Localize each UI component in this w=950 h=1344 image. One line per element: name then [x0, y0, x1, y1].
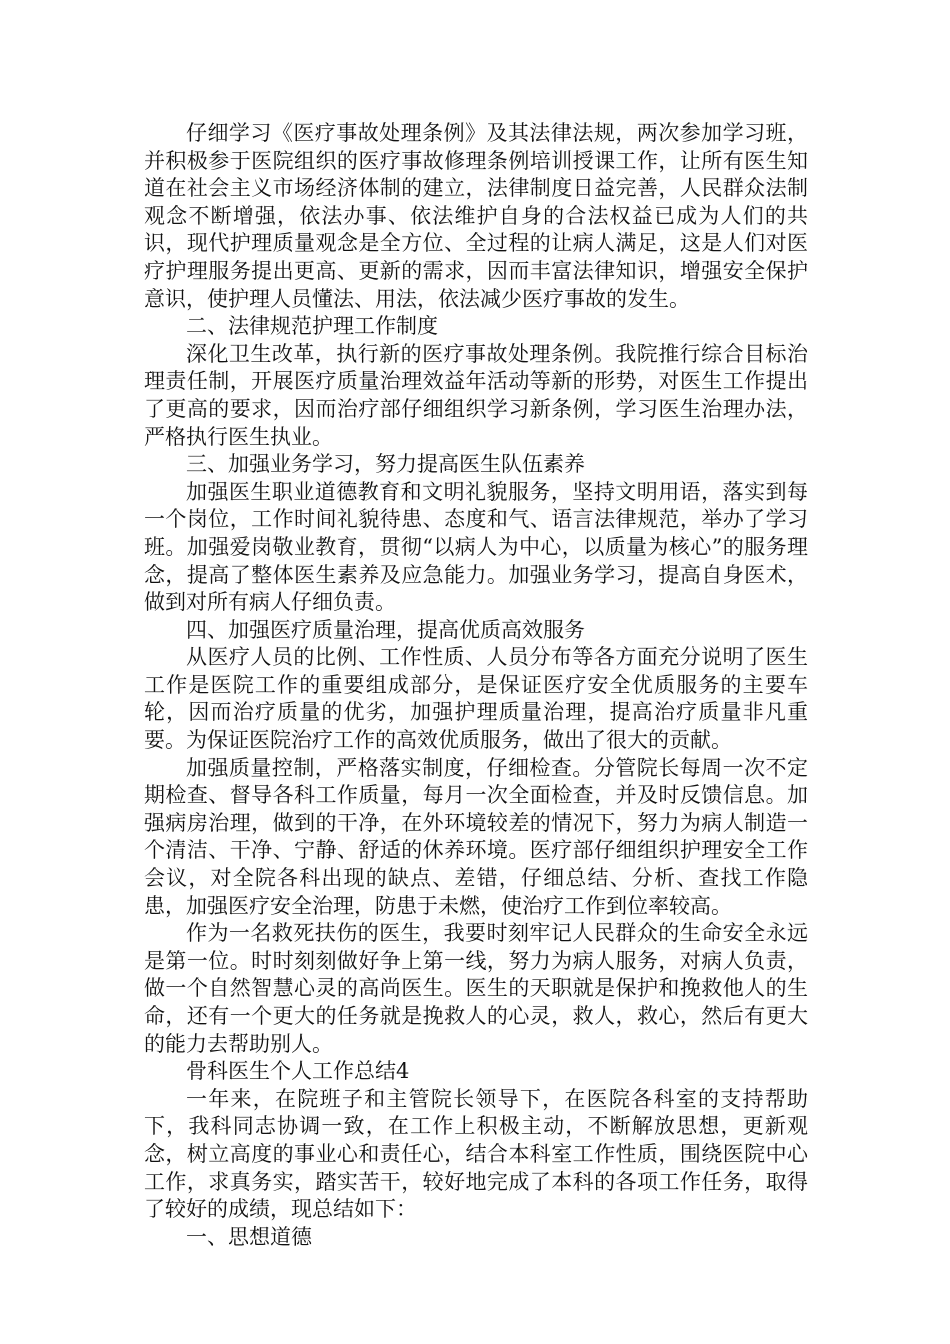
paragraph-body: 作为一名救死扶伤的医生，我要时刻牢记人民群众的生命安全永远是第一位。时时刻刻做好争上第一线，努力为病人服务，对病人负责，做一个自然智慧心灵的高尚医生。医生的天职就是保护和挽救他人的生命，还有一个更大的任务就是挽救人的心灵，救人，救心，然后有更大的能力去帮助别人。: [144, 921, 808, 1056]
paragraph-body: 仔细学习《医疗事故处理条例》及其法律法规，两次参加学习班，并积极参于医院组织的医疗事故修理条例培训授课工作，让所有医生知道在社会主义市场经济体制的建立，法律制度日益完善，人民群众法制观念不断增强，依法办事、依法维护自身的合法权益已成为人们的共识，现代护理质量观念是全方位、全过程的让病人满足，这是人们对医疗护理服务提出更高、更新的需求，因而丰富法律知识，增强安全保护意识，使护理人员懂法、用法，依法减少医疗事故的发生。: [144, 121, 808, 311]
paragraph-body: 加强质量控制，严格落实制度，仔细检查。分管院长每周一次不定期检查、督导各科工作质量，每月一次全面检查，并及时反馈信息。加强病房治理，做到的干净，在外环境较差的情况下，努力为病人制造一个清洁、干净、宁静、舒适的休养环境。医疗部仔细组织护理安全工作会议，对全院各科出现的缺点、差错，仔细总结、分析、查找工作隐患，加强医疗安全治理，防患于未燃，使治疗工作到位率较高。: [144, 755, 808, 918]
section-heading: 一、思想道德: [186, 1224, 312, 1249]
paragraph-body: 加强医生职业道德教育和文明礼貌服务，坚持文明用语，落实到每一个岗位，工作时间礼貌待患、态度和气、语言法律规范，举办了学习班。加强爱岗敬业教育，贯彻“以病人为中心，以质量为核心”的服务理念，提高了整体医生素养及应急能力。加强业务学习，提高自身医术，做到对所有病人仔细负责。: [144, 479, 808, 615]
section-heading: 三、加强业务学习，努力提高医生队伍素养: [186, 452, 585, 477]
section-heading: 二、法律规范护理工作制度: [186, 314, 438, 339]
paragraph-body: 从医疗人员的比例、工作性质、人员分布等各方面充分说明了医生工作是医院工作的重要组成部分，是保证医疗安全优质服务的主要车轮，因而治疗质量的优劣，加强护理质量治理，提高治疗质量非凡重要。为保证医院治疗工作的高效优质服务，做出了很大的贡献。: [144, 645, 808, 753]
document-subtitle: 骨科医生个人工作总结4: [186, 1059, 410, 1084]
section-heading: 四、加强医疗质量治理，提高优质高效服务: [186, 617, 585, 642]
paragraph-body: 一年来，在院班子和主管院长领导下，在医院各科室的支持帮助下，我科同志协调一致，在工作上积极主动，不断解放思想，更新观念，树立高度的事业心和责任心，结合本科室工作性质，围绕医院中心工作，求真务实，踏实苦干，较好地完成了本科的各项工作任务，取得了较好的成绩，现总结如下：: [144, 1086, 808, 1222]
document-page: [144, 120, 808, 1251]
paragraph-body: 深化卫生改革，执行新的医疗事故处理条例。我院推行综合目标治理责任制，开展医疗质量治理效益年活动等新的形势，对医生工作提出了更高的要求，因而治疗部仔细组织学习新条例，学习医生治理办法，严格执行医生执业。: [144, 341, 808, 449]
